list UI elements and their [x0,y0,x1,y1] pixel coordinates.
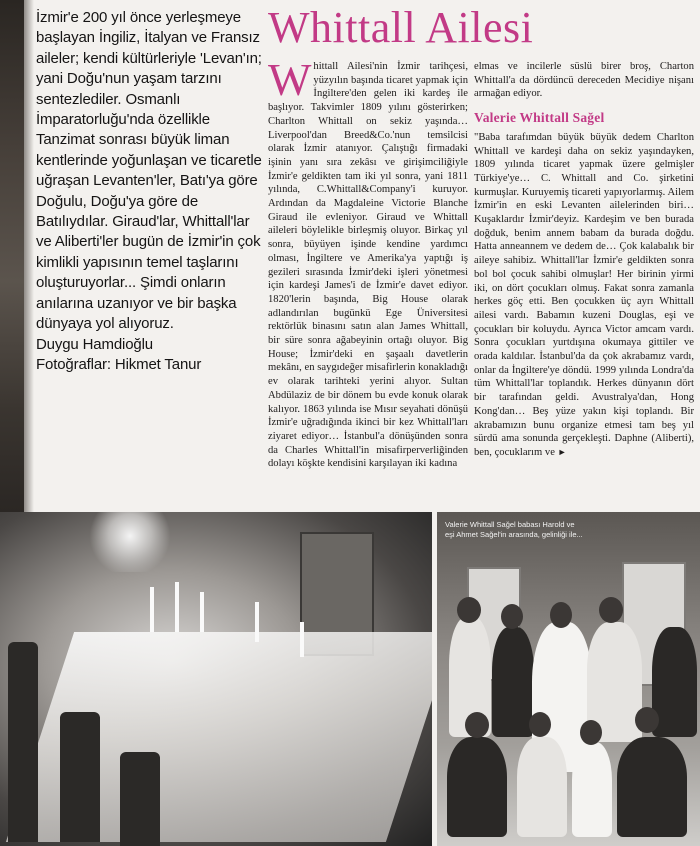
person-shape [492,627,534,737]
person-head-shape [580,720,602,745]
col1-text: hittall Ailesi'nin İzmir tarihçesi, yüzyılın başında ticaret yapmak için İngiltere'den gelen iki kardeş ile başlıyor. Takvimler 1809 yılını gösterirken; Charlton Whittall on sekiz yaşında… Liverpool'dan Breed&Co.'nun temsilcisi olarak İzmir atanıyor. Çalıştığı firmadaki işinin yanı sıra zekâsı ve girişimciliğiyle İzmir'e geldikten tam iki yıl sonra, yani 1811 yılında, C.Whittall&Company'i kuruyor. Ardından da Magdaleine Victorie Blanche Giraud ile evleniyor. Giraud ve Whittall aileleri böylelikle birleşmiş oluyor. Birkaç yıl sonra, büyüyen işinde kendine yardımcı olması, İngiltere ve Amerika'ya yaptığı iş gezileri sırasında İzmir'deki işleri yönetmesi için kardeşi James'i de İzmir'e davet ediyor. 1820'lerin başında, Big House olarak adlandırılan bugünkü Ege Üniversitesi rektörlük binasını satın alan James Whittall, bir süre sonra ağabeyinin ortağı oluyor. Big House; İzmir'deki en şaşaalı davetlerin mekânı, en saygıdeğer misafirlerin konakladığı ev olarak tarihteki yerini alıyor. Sultan Abdülaziz de bir dönem bu evde konuk olarak kalıyor. 1863 yılında ise Mısır seyahati dönüşü İzmir'e uğradığında ikinci bir kez Whittall'ları ziyaret ediyor… İstanbul'a dönüşünden sonra da Charles Whittall'in misafirperverliğinden dolayı köşkte kendisini karşılayan iki kadına [268,61,468,470]
candle-shape [150,587,154,632]
wedding-family-photo [437,512,700,846]
drop-cap: W [268,54,312,105]
person-head-shape [529,712,551,737]
person-head-shape [635,707,659,733]
body-column-2 [474,60,694,460]
person-head-shape [457,597,481,623]
person-shape [447,737,507,837]
author-byline: Duygu Hamdioğlu [36,335,153,353]
intro-column [36,8,264,375]
dining-room-photo [0,512,432,846]
chair-shape [60,712,100,842]
candle-shape [175,582,179,632]
chair-shape [120,752,160,846]
section-subheading: Valerie Whittall Sağel [474,110,605,126]
person-shape [572,742,612,837]
person-head-shape [465,712,489,738]
chandelier-shape [90,512,170,572]
candle-shape [200,592,204,632]
continue-arrow-icon: ► [557,446,567,457]
candle-shape [300,622,304,657]
photo-caption: Valerie Whittall Sağel babası Harold ve eşi Ahmet Sağel'in arasında, gelinliği ile... [445,520,583,539]
left-photo-strip [0,0,24,512]
article-title: Whittall Ailesi [268,3,534,52]
person-head-shape [550,602,572,628]
photo-credit: Fotoğraflar: Hikmet Tanur [36,355,202,373]
quote-text: "Baba tarafımdan büyük büyük dedem Charlton Whittall ve kardeşi daha on sekiz yaşındayken, 1809 yılında ticaret yapmak üzere gelmişler Türkiye'ye… C. Whittall and Co. şirketini kurmuşlar. Kuruyemiş ticareti yapıyorlarmış. Ailem İzmir'in en eski Levanten ailelerinden biri… Kuşaklardır İzmir'deyiz. Kardeşim ve ben burada doğduk, benim annem babam da burada doğdu. Hatta anneannem ve dedem de… Çok kalabalık bir aileye sahibiz. Whittall'lar İzmir'e geldikten sonra bol bol çocuk sahibi olmuşlar! Her birinin yirmi iki, on dört çocukları olmuş. Fakat sonra zamanla herkes göç etti. Ben çocukken üç ayrı Whittall ailesi vardı. Babamın kuzeni Douglas, eşi ve çocukları bir koluydu. Ayrıca Victor amcam vardı. Sonra çocukları yurtdışına okumaya gittiler ve orada kaldılar. İstanbul'da da çok akrabamız vardı, onlar da İngiltere'ye döndü. 1999 yılında Londra'da tüm Whittall'lar toplandık. Herkes dünyanın dört bir tarafından geldi. Avustralya'dan, Hong Kong'dan… Beş yüze yakın kişi toplandı. Bir akrabamızın bunu organize etmesi tam beş yıl sürdü ama sonunda gerçekleşti. Daphne (Aliberti), ben, çocuklarım ve [474,131,694,458]
chair-shape [8,642,38,842]
person-head-shape [501,604,523,629]
intro-text: İzmir'e 200 yıl önce yerleşmeye başlayan İngiliz, İtalyan ve Fransız aileler; kendi kültürleriyle 'Levan'ın; yani Doğu'nun yaşam tarzını sentezlediler. Osmanlı İmparatorluğu'nda özellikle Tanzimat sonrası büyük liman kentlerinde yoğunlaşan ve ticaretle uğraşan Levanten'ler, Batı'ya göre Doğulu, Doğu'ya göre de Batılıydılar. Giraud'lar, Whittall'lar ve Aliberti'ler bugün de İzmir'in çok kimlikli yapısının temel taşlarını oluşturuyorlar... Şimdi onların anılarına uzanıyor ve bir başka dünyaya yol alıyoruz. [36,9,262,333]
person-shape [517,737,567,837]
strip-fade [24,0,34,512]
col2-text: elmas ve incilerle süslü birer broş, Charton Whittall'a da dördüncü dereceden Mecidiye nişanı armağan ediyor. [474,61,694,100]
person-shape [617,737,687,837]
person-head-shape [599,597,623,623]
body-column-1 [268,54,468,471]
candle-shape [255,602,259,642]
